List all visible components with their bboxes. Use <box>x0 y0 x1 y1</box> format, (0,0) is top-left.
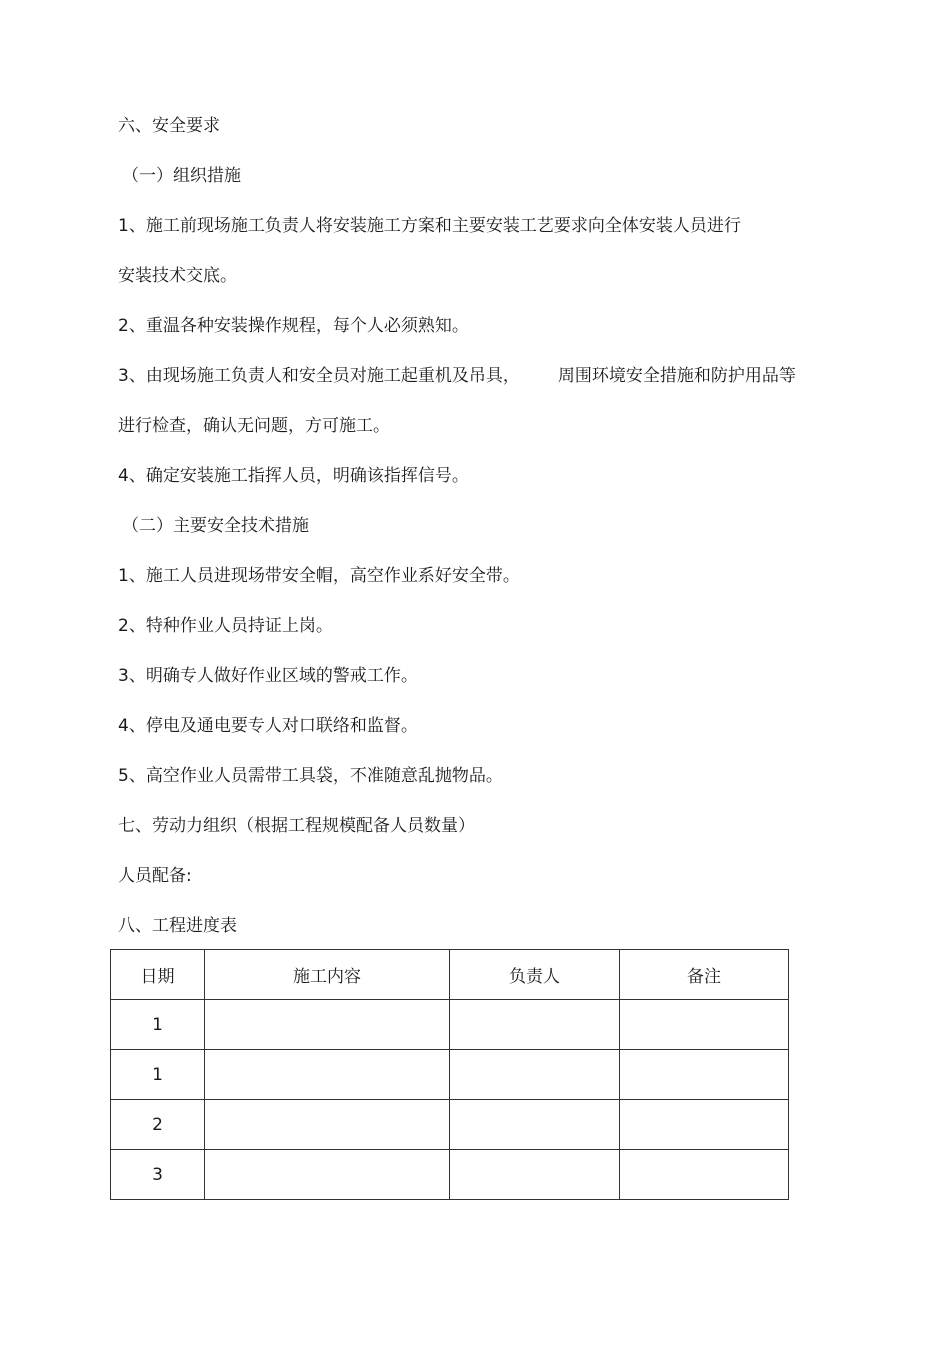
list-item <box>118 365 796 387</box>
schedule-table <box>110 949 789 1200</box>
header-date: 日期 <box>111 950 205 1000</box>
header-content: 施工内容 <box>205 950 450 1000</box>
table-header-row <box>111 950 789 1000</box>
cell-person <box>450 1150 620 1200</box>
table-row <box>111 1150 789 1200</box>
section-7-title: 七、劳动力组织（根据工程规模配备人员数量） <box>118 816 475 836</box>
list-item: 进行检查，确认无问题，方可施工。 <box>118 416 390 436</box>
cell-content <box>205 1150 450 1200</box>
list-item-part: 3、由现场施工负责人和安全员对施工起重机及吊具， <box>118 366 520 386</box>
list-item: 3、明确专人做好作业区域的警戒工作。 <box>118 666 418 686</box>
list-item-part: 周围环境安全措施和防护用品等 <box>557 366 796 386</box>
list-item: 2、特种作业人员持证上岗。 <box>118 616 333 636</box>
cell-date: 1 <box>111 1050 205 1100</box>
table-row <box>111 1050 789 1100</box>
section-6-title: 六、安全要求 <box>118 116 220 136</box>
cell-date: 3 <box>111 1150 205 1200</box>
cell-person <box>450 1050 620 1100</box>
header-person: 负责人 <box>450 950 620 1000</box>
list-item: 5、高空作业人员需带工具袋，不准随意乱抛物品。 <box>118 766 503 786</box>
cell-person <box>450 1000 620 1050</box>
cell-content <box>205 1100 450 1150</box>
table-row <box>111 1000 789 1050</box>
section-8-title: 八、工程进度表 <box>118 916 237 936</box>
cell-notes <box>620 1050 789 1100</box>
list-item: 4、确定安装施工指挥人员，明确该指挥信号。 <box>118 466 469 486</box>
staffing-label: 人员配备: <box>118 866 192 886</box>
cell-date: 1 <box>111 1000 205 1050</box>
list-item: 1、施工人员进现场带安全帽，高空作业系好安全带。 <box>118 566 520 586</box>
table-row <box>111 1100 789 1150</box>
cell-content <box>205 1000 450 1050</box>
section-6-2-title: （二）主要安全技术措施 <box>122 516 309 536</box>
cell-notes <box>620 1100 789 1150</box>
header-notes: 备注 <box>620 950 789 1000</box>
cell-person <box>450 1100 620 1150</box>
list-item: 安装技术交底。 <box>118 266 237 286</box>
cell-content <box>205 1050 450 1100</box>
section-6-1-title: （一）组织措施 <box>122 166 241 186</box>
cell-notes <box>620 1000 789 1050</box>
list-item: 2、重温各种安装操作规程，每个人必须熟知。 <box>118 316 469 336</box>
list-item: 1、施工前现场施工负责人将安装施工方案和主要安装工艺要求向全体安装人员进行 <box>118 216 741 236</box>
list-item: 4、停电及通电要专人对口联络和监督。 <box>118 716 418 736</box>
cell-date: 2 <box>111 1100 205 1150</box>
cell-notes <box>620 1150 789 1200</box>
